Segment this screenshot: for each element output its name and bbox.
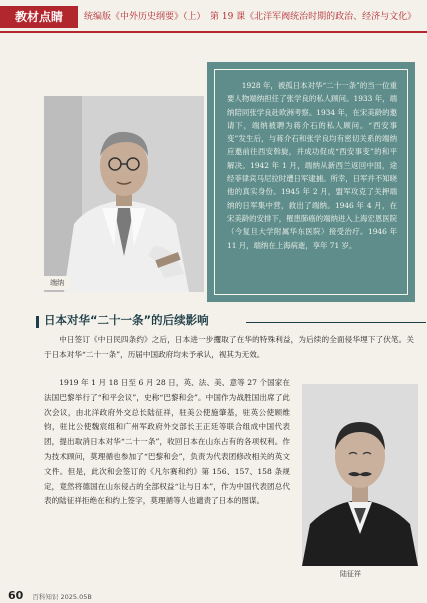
section-tag: 教材点睛 [0, 6, 78, 28]
body-paragraph: 1919 年 1 月 18 日至 6 月 28 日，英、法、美、意等 27 个国家在法国巴黎举行了“和平会议”，史称“巴黎和会”。中国作为战胜国出席了此次会议，由北洋政府外交总长陆征祥，驻美公使施肇基，驻英公使顾维钧，驻比公使魏宸组和广州军政府外交部长王正廷等联合组成中国代表团，提出取消日本对华“二十一条”，收回日本在山东占有的各项权利。作为技术顾问，莫理循也参加了“巴黎和会”，负责为代表团修改相关的英文文件。但是，此次和会签订的《凡尔赛和约》第 156、157、158 条规定，竟然将德国在山东侵占的全部权益“让与日本”，作为中国代表团总代表的陆征祥拒绝在和约上签字，莫理循等人也谴责了日本的图谋。 [44, 378, 290, 506]
portrait-photo-donald [44, 96, 204, 292]
running-head: 统编版《中外历史纲要》（上） 第 19 课《北洋军阀统治时期的政治、经济与文化》 [84, 12, 417, 22]
page-footer [8, 584, 92, 603]
header-rule [0, 31, 427, 33]
portrait-caption: 端纳 [44, 276, 70, 290]
biography-box [207, 62, 415, 302]
body-paragraph: 中日签订《中日民四条约》之后，日本进一步攫取了在华的特殊利益，为后续的全面侵华埋下了伏笔。关于日本对华“二十一条”，历届中国政府均未予承认，视其为无效。 [44, 335, 414, 359]
portrait-caption: 陆征祥 [340, 570, 361, 578]
portrait-illustration [44, 96, 204, 292]
portrait-illustration [302, 384, 418, 566]
source-note: 百科知识 2025.05B [32, 593, 92, 601]
page-number: 60 [8, 589, 24, 602]
section-title-marker [36, 316, 39, 328]
section-title-rule [246, 322, 426, 323]
portrait-photo-lu [302, 384, 418, 566]
section-title: 日本对华“二十一条”的后续影响 [44, 313, 209, 327]
biography-text: 1928 年，被孤日本对华“二十一条”的当一位重要人物端纳担任了张学良的私人顾问。1933 年，端纳陪同张学良赴欧洲考察。1934 年，在宋美龄的邀请下，端纳被聘为蒋介石的私人顾问。“西安事变”发生后，与蒋介石和张学良均有密切关系的端纳应邀前往西安斡旋，并成功促成“西安事变”的和平解决。1942 年 1 月，端纳从新西兰返回中国，途经菲律宾马尼拉时遭日军逮捕。所幸，日军并不知晓他的真实身份。1945 年 2 月，盟军攻克了关押端纳的日军集中营，救出了端纳。1946 年 4 月，在宋美龄的安排下，罹患肺癌的端纳进入上海宏恩医院（今复旦大学附属华东医院）接受治疗。1946 年 11 月，端纳在上海病逝，享年 71 岁。 [214, 69, 408, 295]
page-header [0, 0, 427, 34]
